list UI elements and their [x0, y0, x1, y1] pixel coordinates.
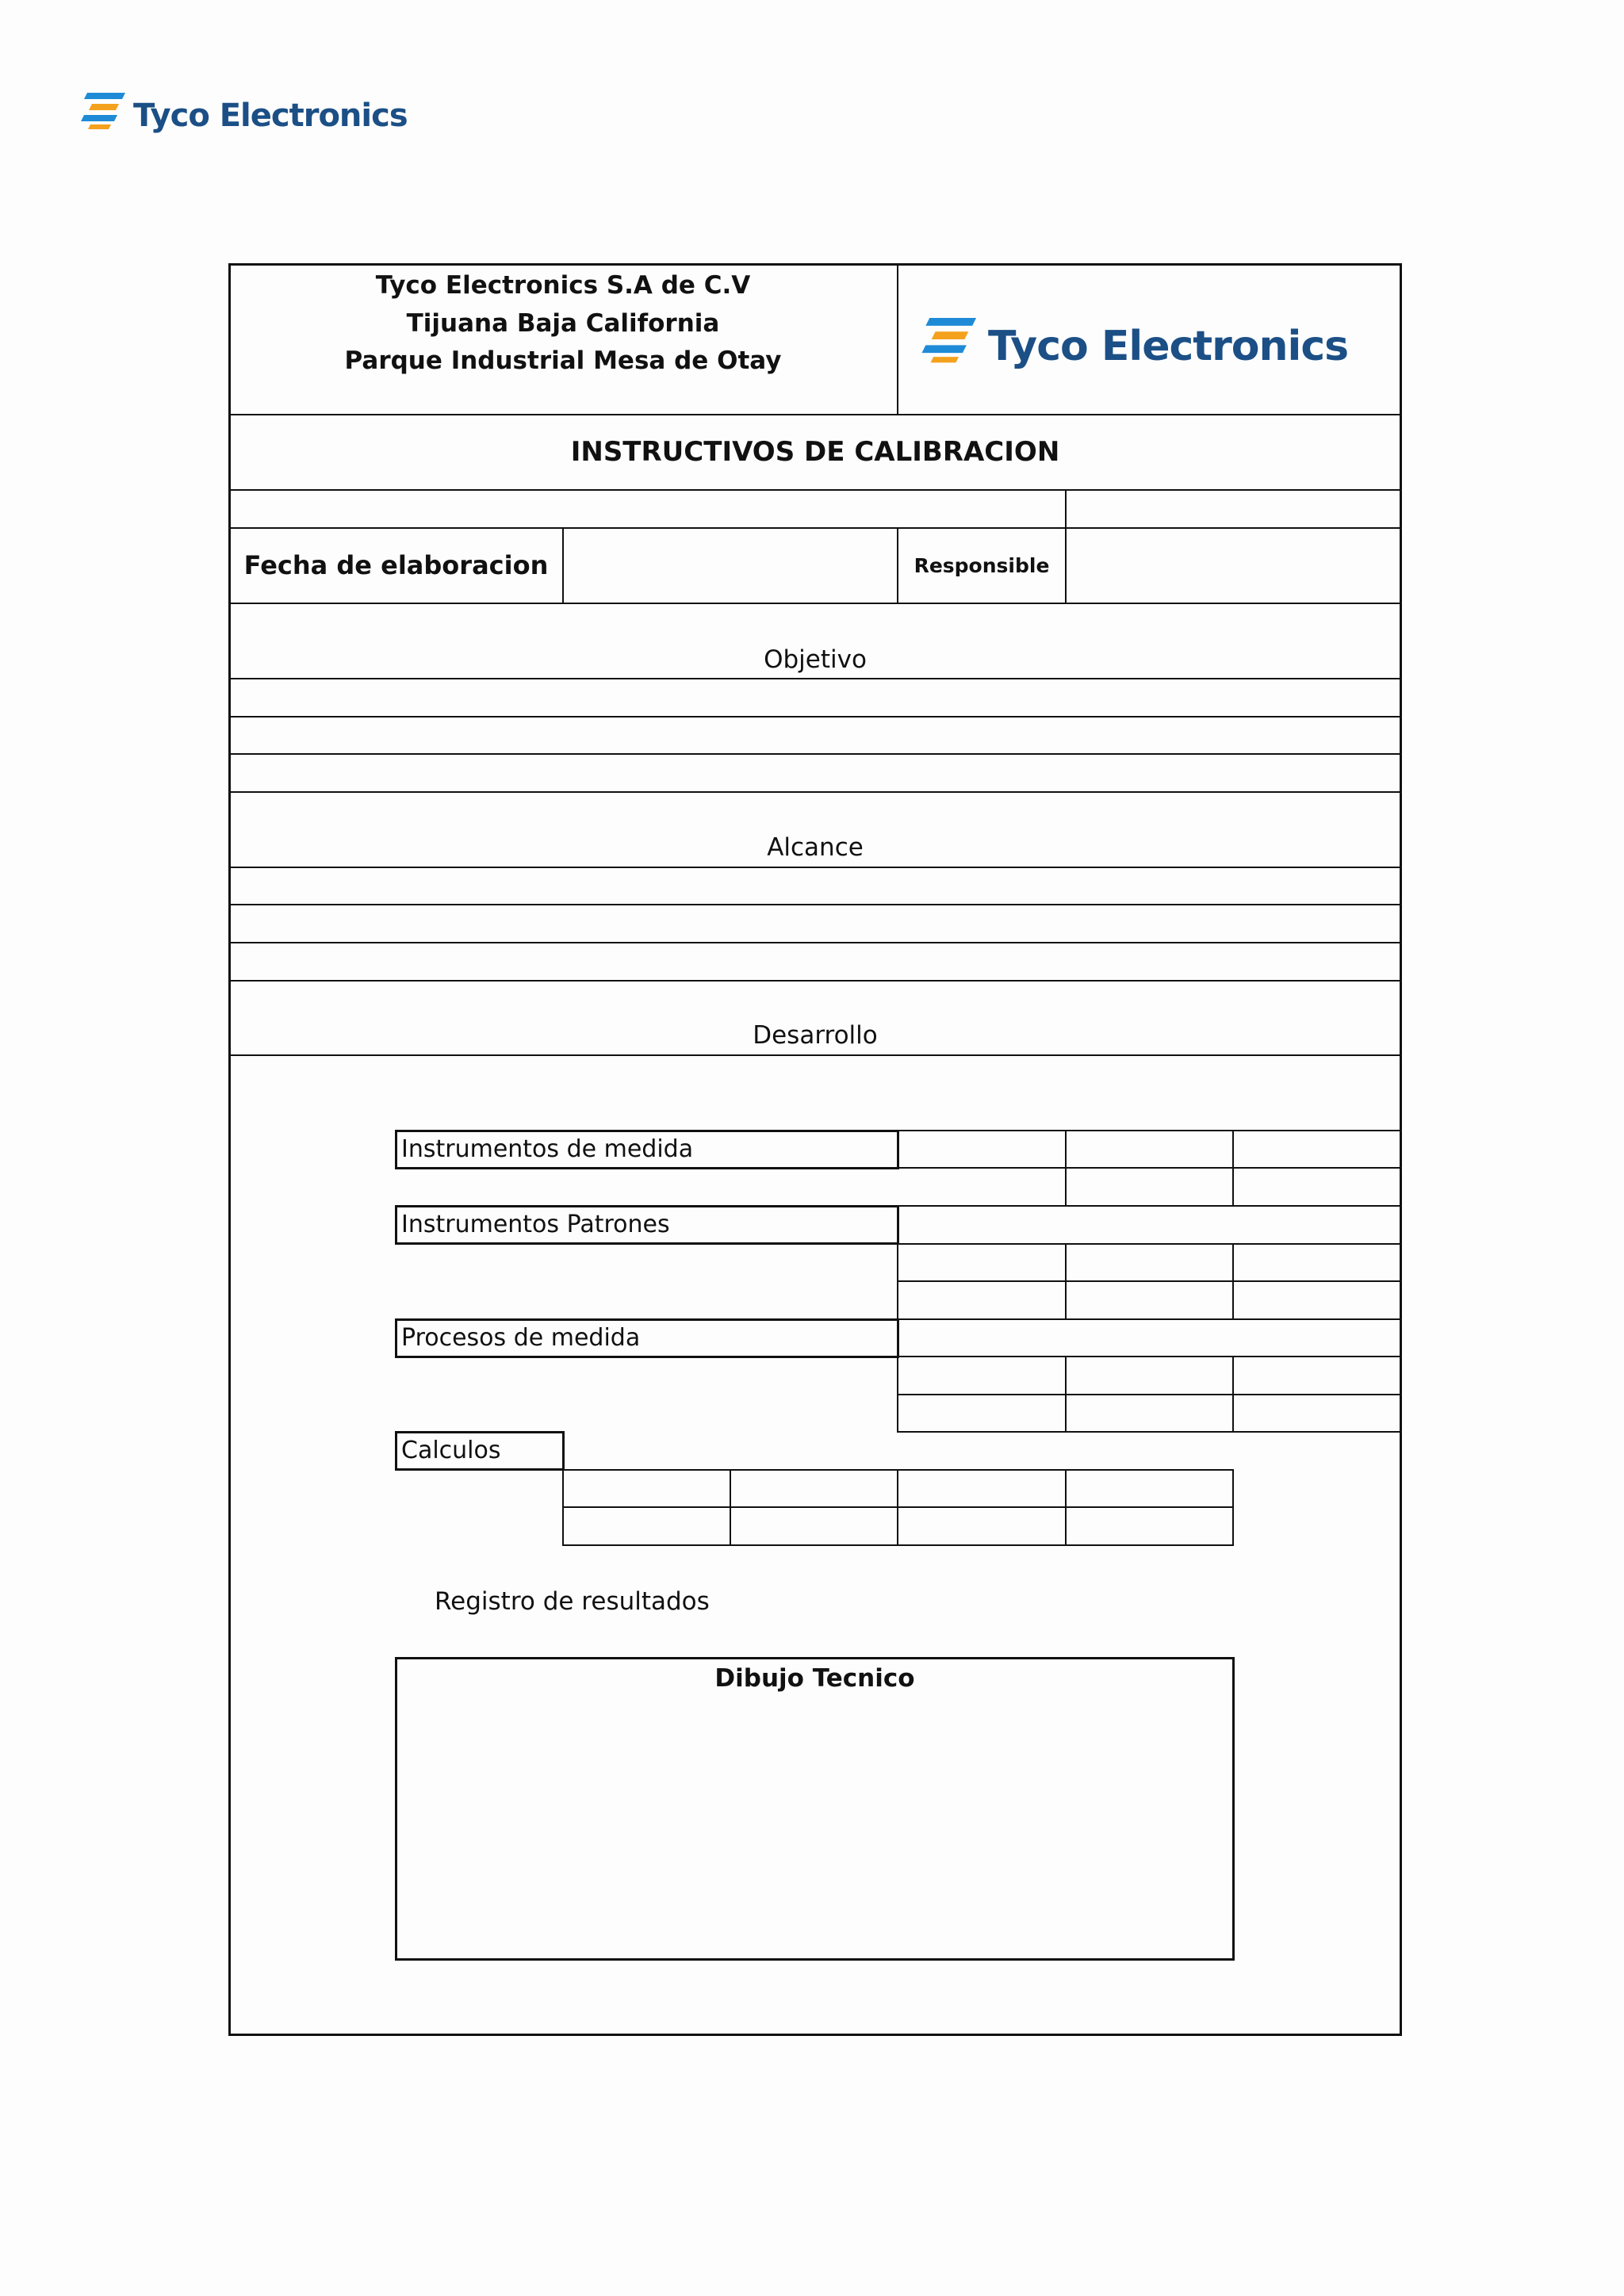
procesos-medida-label: Procesos de medida — [401, 1324, 641, 1352]
dibujo-tecnico-box[interactable] — [395, 1657, 1235, 1961]
responsible-label: Responsible — [914, 554, 1050, 577]
registro-label: Registro de resultados — [435, 1587, 710, 1616]
company-city: Tijuana Baja California — [406, 309, 720, 338]
tyco-mark-icon — [79, 90, 128, 131]
form-logo — [920, 300, 1380, 379]
form-title: INSTRUCTIVOS DE CALIBRACION — [570, 436, 1060, 468]
fecha-label: Fecha de elaboracion — [243, 550, 549, 580]
company-name: Tyco Electronics S.A de C.V — [375, 271, 751, 300]
calculos-label: Calculos — [401, 1437, 501, 1464]
page-logo-text: Tyco Electronics — [133, 98, 408, 134]
page-logo — [79, 82, 412, 138]
company-park: Parque Industrial Mesa de Otay — [344, 346, 782, 375]
tyco-mark-icon — [920, 314, 980, 365]
form-logo-text: Tyco Electronics — [988, 323, 1349, 370]
dibujo-tecnico-label: Dibujo Tecnico — [714, 1664, 915, 1693]
alcance-label: Alcance — [767, 833, 864, 862]
objetivo-label: Objetivo — [764, 645, 867, 674]
desarrollo-label: Desarrollo — [753, 1021, 878, 1050]
instrumentos-medida-label: Instrumentos de medida — [401, 1135, 694, 1163]
instrumentos-patrones-label: Instrumentos Patrones — [401, 1211, 670, 1238]
